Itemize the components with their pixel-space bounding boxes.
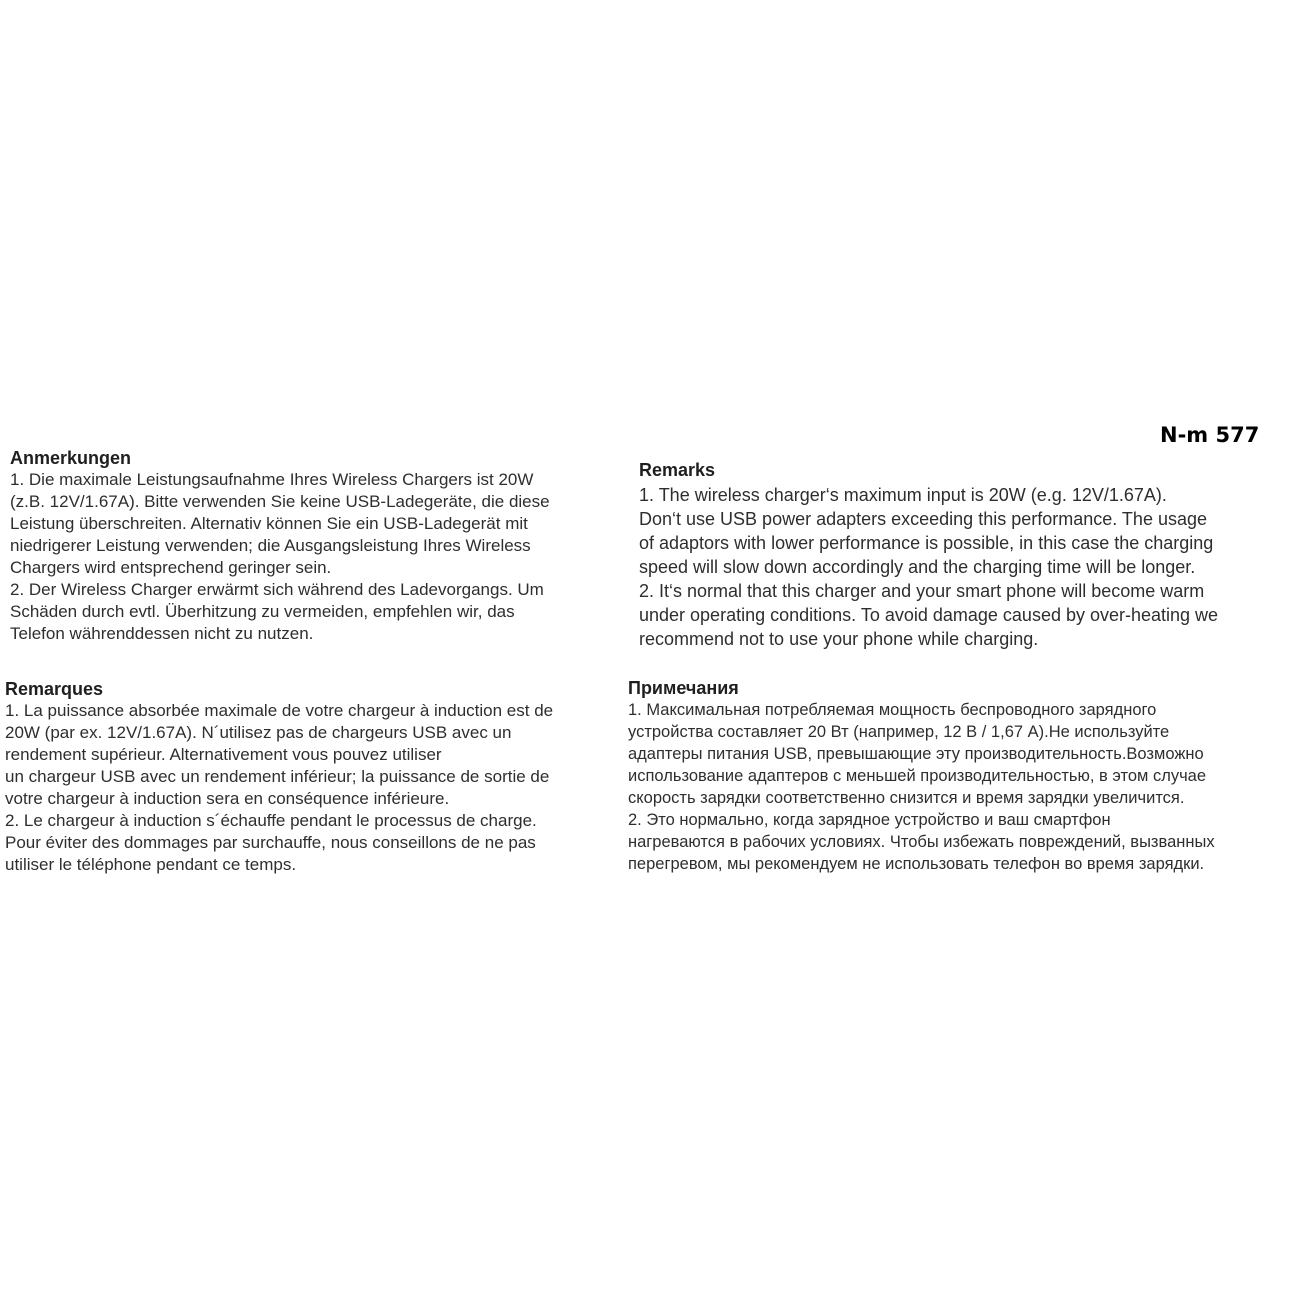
text-line: устройства составляет 20 Вт (например, 12 В / 1,67 А).Не используйте <box>628 723 1170 741</box>
text-line: скорость зарядки соответственно снизится и время зарядки увеличится. <box>628 789 1185 807</box>
text-line: 1. Die maximale Leistungsaufnahme Ihres Wireless Chargers ist 20W <box>10 470 534 489</box>
text-line: un chargeur USB avec un rendement inférieur; la puissance de sortie de <box>5 767 550 786</box>
text-line: Chargers wird entsprechend geringer sein. <box>10 558 332 577</box>
model-number: N-m 577 <box>1160 423 1260 447</box>
text-line: 2. Le chargeur à induction s´échauffe pendant le processus de charge. <box>5 811 537 830</box>
text-line: speed will slow down accordingly and the charging time will be longer. <box>639 557 1196 577</box>
text-line: 1. Максимальная потребляемая мощность беспроводного зарядного <box>628 701 1157 719</box>
text-line: 20W (par ex. 12V/1.67A). N´utilisez pas de chargeurs USB avec un <box>5 723 512 742</box>
text-line: адаптеры питания USB, превышающие эту производительность.Возможно <box>628 745 1204 763</box>
text-line: 1. The wireless charger‘s maximum input is 20W (e.g. 12V/1.67A). <box>639 485 1167 505</box>
text-line: niedrigerer Leistung verwenden; die Ausgangsleistung Ihres Wireless <box>10 536 531 555</box>
section-title: Примечания <box>628 678 739 698</box>
text-line: 2. Der Wireless Charger erwärmt sich während des Ladevorgangs. Um <box>10 580 544 599</box>
text-line: Telefon währenddessen nicht zu nutzen. <box>10 624 314 643</box>
text-line: Pour éviter des dommages par surchauffe, nous conseillons de ne pas <box>5 833 536 852</box>
text-line: rendement supérieur. Alternativement vous pouvez utiliser <box>5 745 442 764</box>
section-english <box>639 459 1218 651</box>
text-line: (z.B. 12V/1.67A). Bitte verwenden Sie keine USB-Ladegeräte, die diese <box>10 492 550 511</box>
text-line: recommend not to use your phone while charging. <box>639 629 1039 649</box>
text-line: utiliser le téléphone pendant ce temps. <box>5 855 297 874</box>
section-title: Remarks <box>639 460 716 480</box>
text-line: использование адаптеров с меньшей производительностью, в этом случае <box>628 767 1207 785</box>
text-line: under operating conditions. To avoid damage caused by over-heating we <box>639 605 1219 625</box>
section-title: Anmerkungen <box>10 448 132 468</box>
text-line: нагреваются в рабочих условиях. Чтобы избежать повреждений, вызванных <box>628 833 1215 851</box>
section-title: Remarques <box>5 679 104 699</box>
section-french <box>5 678 553 876</box>
text-line: 2. It‘s normal that this charger and your smart phone will become warm <box>639 581 1205 601</box>
text-line: 1. La puissance absorbée maximale de votre chargeur à induction est de <box>5 701 554 720</box>
text-line: Don‘t use USB power adapters exceeding this performance. The usage <box>639 509 1207 529</box>
text-line: перегревом, мы рекомендуем не использовать телефон во время зарядки. <box>628 855 1205 873</box>
text-line: Leistung überschreiten. Alternativ können Sie ein USB-Ladegerät mit <box>10 514 528 533</box>
text-line: Schäden durch evtl. Überhitzung zu vermeiden, empfehlen wir, das <box>10 602 515 621</box>
text-line: 2. Это нормально, когда зарядное устройство и ваш смартфон <box>628 811 1111 829</box>
text-line: votre chargeur à induction sera en conséquence inférieure. <box>5 789 450 808</box>
section-german <box>10 447 550 645</box>
text-line: of adaptors with lower performance is possible, in this case the charging <box>639 533 1214 553</box>
section-russian <box>628 677 1215 875</box>
